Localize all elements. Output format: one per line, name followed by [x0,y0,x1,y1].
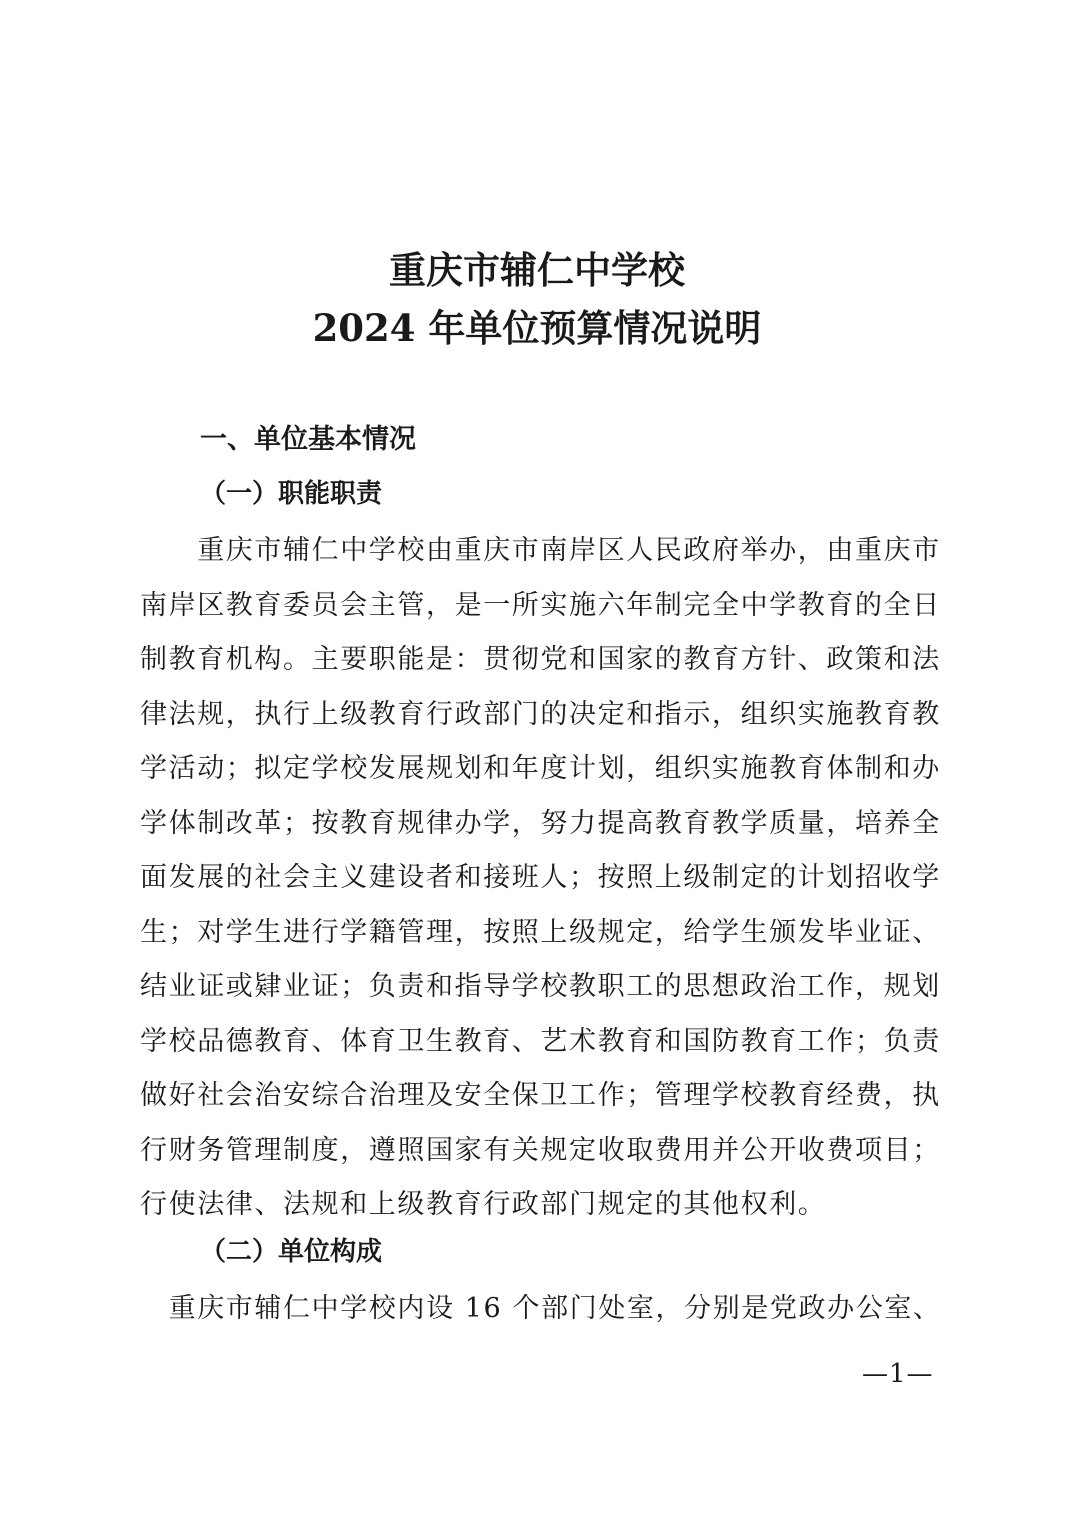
subsection-heading-functions: （一）职能职责 [200,479,383,509]
document-title-line-1: 重庆市辅仁中学校 [389,248,685,292]
text-line: 行财务管理制度，遵照国家有关规定收取费用并公开收费项目； [140,1134,941,1166]
document-title-line-2: 2024 年单位预算情况说明 [312,306,762,350]
paragraph-composition [140,1282,940,1337]
text-line: 学体制改革；按教育规律办学，努力提高教育教学质量，培养全 [140,807,941,839]
text-line: 行使法律、法规和上级教育行政部门规定的其他权利。 [140,1189,827,1220]
paragraph-functions [140,524,940,1233]
text-line: 重庆市辅仁中学校由重庆市南岸区人民政府举办，由重庆市 [140,535,941,566]
text-line: 结业证或肄业证；负责和指导学校教职工的思想政治工作，规划 [140,971,941,1002]
text-line: 学校品德教育、体育卫生教育、艺术教育和国防教育工作；负责 [140,1025,941,1057]
subsection-heading-composition: （二）单位构成 [200,1237,383,1267]
text-line: 面发展的社会主义建设者和接班人；按照上级制定的计划招收学 [140,862,941,893]
text-line: 重庆市辅仁中学校内设 16 个部门处室，分别是党政办公室、 [140,1293,942,1324]
page-number: —1— [862,1359,934,1389]
text-line: 生；对学生进行学籍管理，按照上级规定，给学生颁发毕业证、 [140,916,941,948]
text-line: 律法规，执行上级教育行政部门的决定和指示，组织实施教育教 [140,698,941,730]
section-heading-basic-info: 一、单位基本情况 [200,424,416,455]
text-line: 南岸区教育委员会主管，是一所实施六年制完全中学教育的全日 [140,589,941,621]
text-line: 做好社会治安综合治理及安全保卫工作；管理学校教育经费，执 [140,1080,941,1111]
text-line: 制教育机构。主要职能是：贯彻党和国家的教育方针、政策和法 [140,644,941,675]
text-line: 学活动；拟定学校发展规划和年度计划，组织实施教育体制和办 [140,753,941,784]
